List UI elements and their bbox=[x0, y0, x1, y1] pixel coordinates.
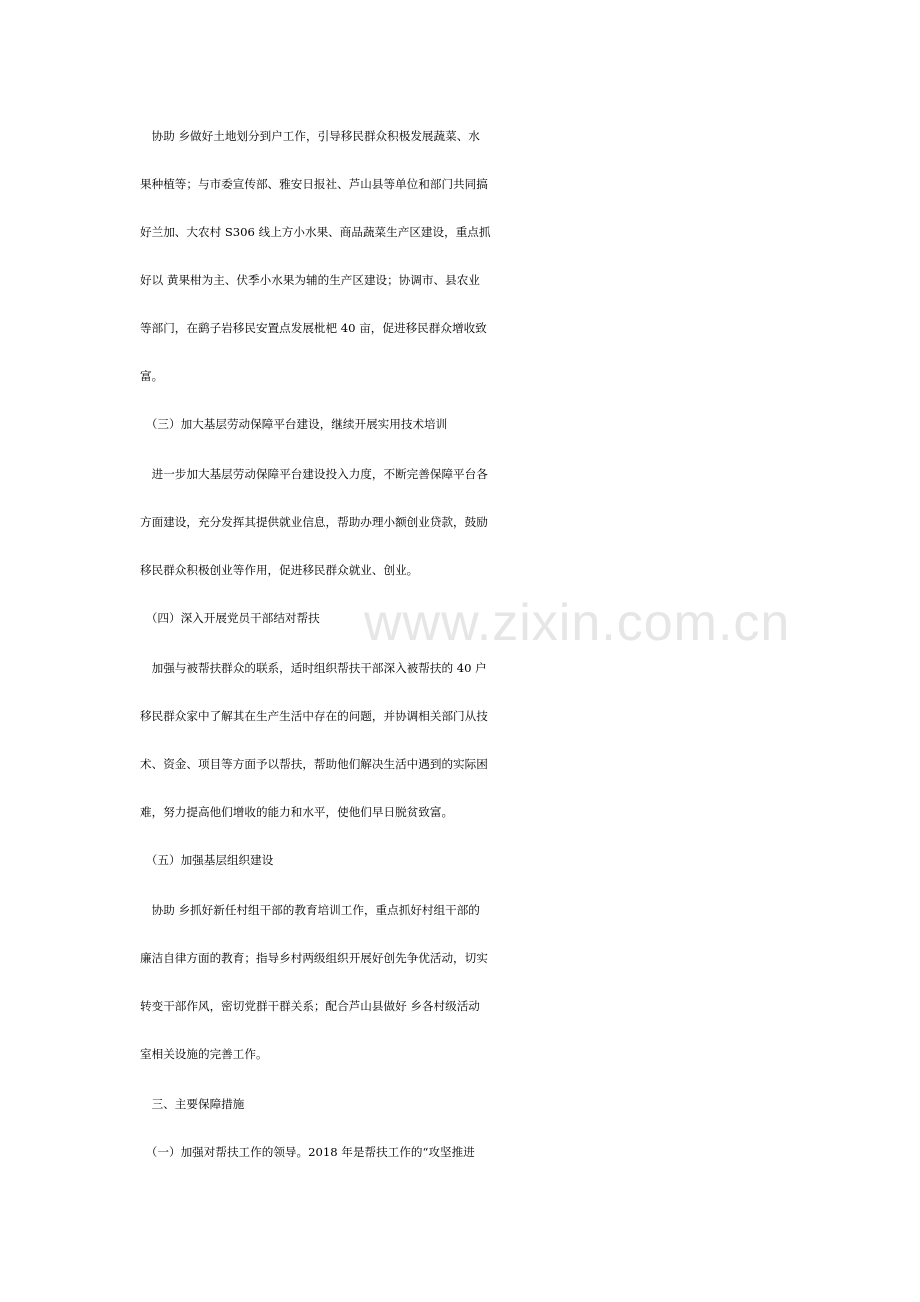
paragraph-line: 好以 黄果柑为主、伏季小水果为辅的生产区建设；协调市、县农业 bbox=[140, 273, 480, 287]
paragraph-line: 果种植等；与市委宣传部、雅安日报社、芦山县等单位和部门共同搞 bbox=[140, 177, 488, 191]
section-heading: （五）加强基层组织建设 bbox=[140, 853, 274, 867]
paragraph-line: 转变干部作风，密切党群干群关系；配合芦山县做好 乡各村级活动 bbox=[140, 999, 480, 1013]
section-heading: 三、主要保障措施 bbox=[140, 1097, 245, 1111]
paragraph-line: 廉洁自律方面的教育；指导乡村两级组织开展好创先争优活动，切实 bbox=[140, 951, 488, 965]
paragraph-line: 进一步加大基层劳动保障平台建设投入力度，不断完善保障平台各 bbox=[140, 467, 488, 481]
paragraph-line: 术、资金、项目等方面予以帮扶，帮助他们解决生活中遇到的实际困 bbox=[140, 757, 488, 771]
paragraph-line: 好兰加、大农村 S306 线上方小水果、商品蔬菜生产区建设，重点抓 bbox=[140, 225, 491, 239]
paragraph-line: 移民群众家中了解其在生产生活中存在的问题，并协调相关部门从技 bbox=[140, 709, 488, 723]
paragraph-line: 移民群众积极创业等作用，促进移民群众就业、创业。 bbox=[140, 563, 419, 577]
paragraph-line: 协助 乡抓好新任村组干部的教育培训工作，重点抓好村组干部的 bbox=[140, 903, 480, 917]
paragraph-line: 加强与被帮扶群众的联系，适时组织帮扶干部深入被帮扶的 40 户 bbox=[140, 661, 487, 675]
paragraph-line: 富。 bbox=[140, 369, 164, 383]
paragraph-line: 协助 乡做好土地划分到户工作，引导移民群众积极发展蔬菜、水 bbox=[140, 129, 480, 143]
section-heading: （四）深入开展党员干部结对帮扶 bbox=[140, 611, 320, 625]
paragraph-line: 难，努力提高他们增收的能力和水平，使他们早日脱贫致富。 bbox=[140, 805, 454, 819]
paragraph-line: 等部门，在鹞子岩移民安置点发展枇杷 40 亩，促进移民群众增收致 bbox=[140, 321, 487, 335]
paragraph-line: 方面建设，充分发挥其提供就业信息，帮助办理小额创业贷款，鼓励 bbox=[140, 515, 488, 529]
paragraph-line: 室相关设施的完善工作。 bbox=[140, 1047, 268, 1061]
watermark: www.zixin.com.cn bbox=[364, 594, 791, 652]
section-heading: （三）加大基层劳动保障平台建设，继续开展实用技术培训 bbox=[140, 417, 448, 431]
paragraph-line: （一）加强对帮扶工作的领导。2018 年是帮扶工作的“攻坚推进 bbox=[140, 1145, 475, 1159]
